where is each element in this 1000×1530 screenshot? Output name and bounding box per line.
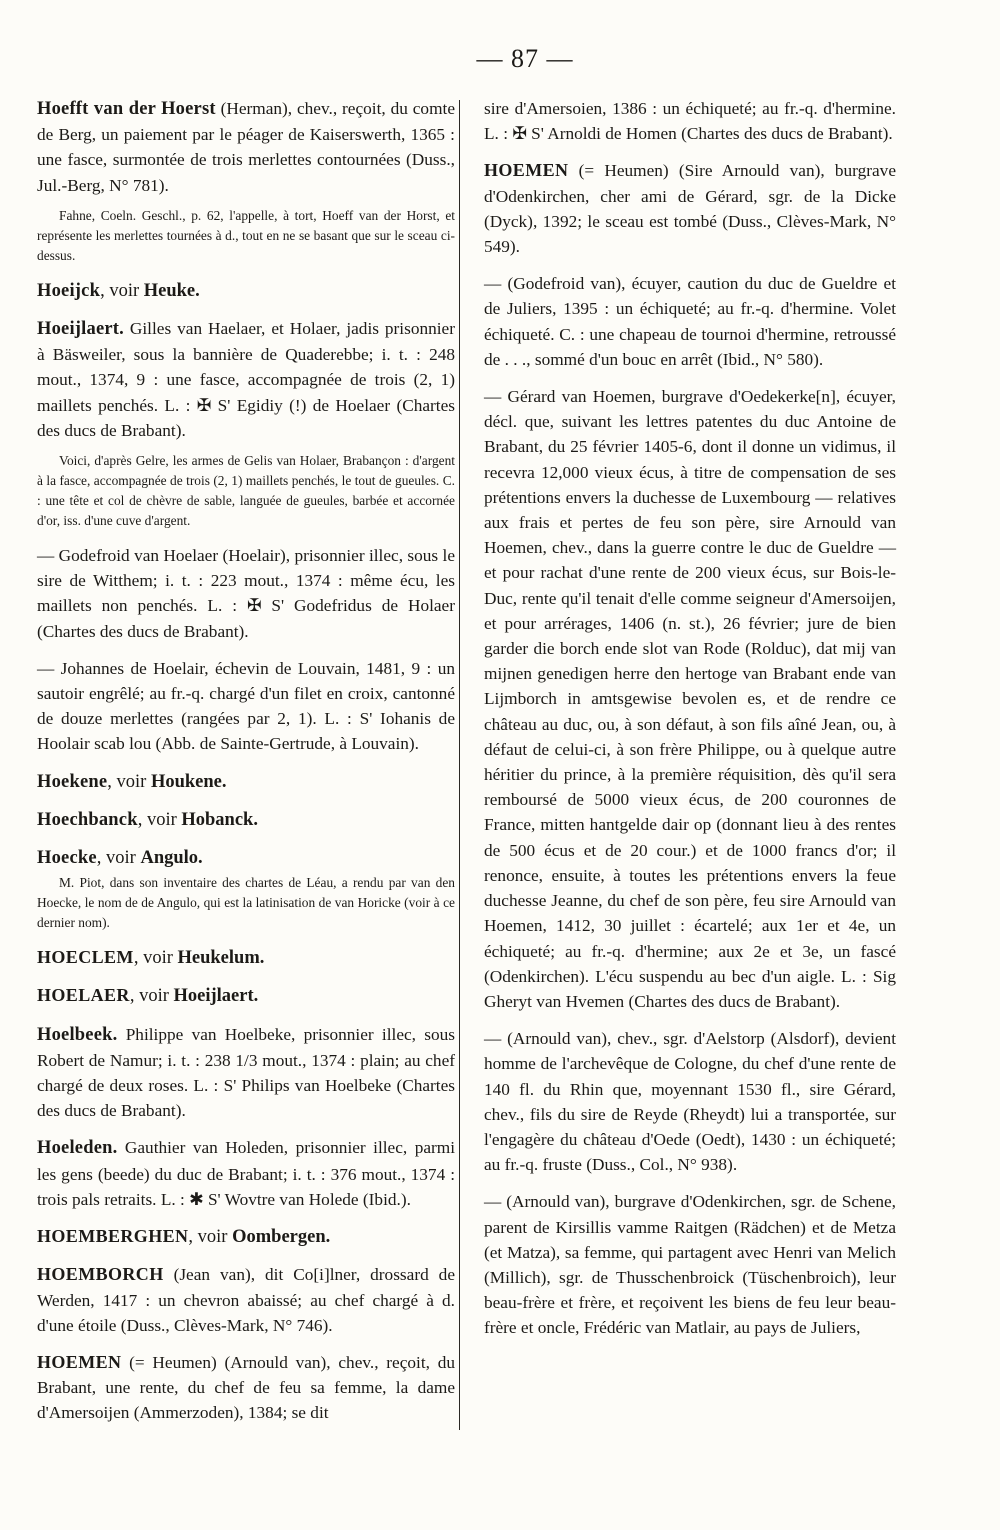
entry-hoemberghen [37, 1224, 455, 1250]
headword: Hoecke [37, 848, 97, 869]
cross-reference: Angulo. [140, 848, 203, 869]
headword: HOECLEM [37, 947, 134, 968]
sub-entry-godefroid: — (Godefroid van), écuyer, caution du duc de Gueldre et de Juliers, 1395 : un échiqueté; au fr.-q. d'hermine. Volet échiqueté. C. : une chapeau de tournoi d'hermine, retroussé de . . ., sommé d'un bouc en arrêt (Ibid., N° 580). [484, 274, 896, 369]
sub-entry-gerard: — Gérard van Hoemen, burgrave d'Oedekerke[n], écuyer, décl. que, suivant les lettres patentes du duc Antoine de Brabant, du 25 février 1405-6, dont il donne un vidimus, il recevra 12,000 vieux écus, à titre de compensation de ses prétentions envers la duchesse de Luxembourg — relatives aux frais et pertes de feu son père, sire Arnould van Hoemen, chev., dans la guerre contre le duc de Gueldre — et pour rachat d'une rente de 200 vieux écus, sur Bois-le-Duc, rente qu'il tenait d'elle comme seigneur d'Amersoijen, et pour arrérages, 1406 (n. st.), 26 février; jure de bien garder die borch ende slot van Rode (Rolduc), dat mij van mijnen genedigen herre den hertoge van Brabant ende van Lijmborch in amtsgewise bevolen es, et de rendre ce château au duc, ou, à son défaut, à son fils aîné Jean, ou, à défaut de celui-ci, à son frère Philippe, ou à quelque autre héritier du prince, à la première réquisition, dès qu'il sera remboursé de 5000 vieux écus, de 200 couronnes de France, mitten hantgelde dair op (donnant lieu à des rentes de 500 écus et de 20 cour.) et de 1000 francs d'or; il renonce, ensuite, à toutes les prétentions envers la feue duchesse Jeanne, du chef de son père, feu sire Arnould van Hoemen, 1412, 30 juillet : écartelé; aux 1er et 4e, un échiqueté; au fr.-q. d'hermine; aux 2e et 3e, un fascé (Odenkirchen). L'écu suspendu au bec d'un aigle. L. : Sig Gheryt van Hvemen (Chartes des ducs de Brabant). [484, 387, 896, 1011]
entry-hoefft [37, 96, 455, 198]
headword: HOEMEN [484, 160, 569, 181]
see-text: , voir [96, 848, 141, 869]
headword: Hoechbanck [37, 809, 138, 830]
sub-entry-johannes: — Johannes de Hoelair, échevin de Louvain, 1481, 9 : un sautoir engrêlé; au fr.-q. chargé d'un filet en croix, cantonné de douze merlettes (rangées par 2, 1). L. : S' Iohanis de Hoolair scab lou (Abb. de Sainte-Gertrude, à Louvain). [37, 658, 455, 754]
entry-hoemen-2 [484, 158, 896, 259]
headword: Hoeijck [37, 280, 101, 301]
cross-reference: Hoeijlaert. [173, 986, 259, 1007]
see-text: , voir [129, 986, 174, 1007]
footnote: Voici, d'après Gelre, les armes de Gelis van Holaer, Brabançon : d'argent à la fasce, accompagnée de trois (2, 1) maillets penchés, le tout de gueules. C. : une tête et col de chèvre de sable, languée de gueules, barbée et accornée d'or, iss. d'une cuve d'argent. [37, 453, 455, 529]
entry-text: (Herman), chev., reçoit, du comte de Berg, un paiement par le péager de Kaiserswerth, 1365 : une fasce, surmontée de trois merlettes contournées (Duss., Jul.-Berg, N° 781). [37, 99, 455, 195]
headword: HOEMBORCH [37, 1264, 164, 1285]
headword: Hoefft van der Hoerst [37, 99, 216, 119]
entry-hoeleden [37, 1135, 455, 1212]
sub-entry-arnould: — (Arnould van), chev., sgr. d'Aelstorp (Alsdorf), devient homme de l'archevêque de Cologne, du chef d'une rente de 140 fl. du Rhin que, moyennant 1530 fl., sire Gérard, chev., fils du sire de Reyde (Rheydt) lui a transportée, sur l'engagère du château d'Oede (Oedt), 1430 : un échiqueté; au fr.-q. fruste (Duss., Col., N° 938). [484, 1029, 896, 1175]
headword: HOEMBERGHEN [37, 1226, 189, 1247]
left-column [37, 96, 455, 1438]
entry-hoeijlaert [37, 316, 455, 443]
cross-reference: Heuke. [143, 280, 200, 301]
entry-text: Gauthier van Holeden, prisonnier illec, parmi les gens (beede) du duc de Brabant; i. t. : 376 mout., 1374 : trois pals retraits. L. : ✱ S' Wovtre van Holede (Ibid.). [37, 1138, 455, 1209]
entry-hoeijck [37, 278, 455, 304]
footnote: M. Piot, dans son inventaire des chartes de Léau, a rendu par van den Hoecke, le nom de de Angulo, qui est la latinisation de van Horicke (voir à ce dernier nom). [37, 875, 455, 931]
cross-reference: Hobanck. [181, 809, 258, 830]
headword: Hoelbeek. [37, 1024, 118, 1045]
see-text: , voir [133, 948, 178, 969]
headword: Hoeijlaert. [37, 319, 124, 340]
see-text: , voir [188, 1227, 233, 1248]
entry-text: Gilles van Haelaer, et Holaer, jadis prisonnier à Bäsweiler, sous la bannière de Quaderebbe; i. t. : 248 mout., 1374, 9 : une fasce, accompagnée de trois (2, 1) maillets penchés. L. : ✠ S' Egidiy (!) de Hoelaer (Chartes des ducs de Brabant). [37, 319, 455, 440]
entry-hoechbanck [37, 807, 455, 833]
headword: HOELAER [37, 985, 130, 1006]
page-number: — 87 — [476, 44, 574, 73]
entry-hoemen [37, 1350, 455, 1426]
entry-text: Philippe van Hoelbeke, prisonnier illec, sous Robert de Namur; i. t. : 238 1/3 mout., 1374 : plain; au chef chargé de deux roses. L. : S' Philips van Hoelbeke (Chartes des ducs de Brabant). [37, 1024, 455, 1121]
entry-text: (= Heumen) (Sire Arnould van), burgrave d'Odenkirchen, cher ami de Gérard, sgr. de la Dicke (Dyck), 1392; le sceau est tombé (Duss., Clèves-Mark, N° 549). [484, 161, 896, 257]
entry-hoemborch [37, 1262, 455, 1338]
sub-entry-arnould-burgrave: — (Arnould van), burgrave d'Odenkirchen, sgr. de Schene, parent de Kirsillis vamme Raitgen (Rädchen) et de Metza (et Matza), sa femme, qui partagent avec Henri van Melich (Millich), sgr. de Thusschenbroick (Tüschenbroich), leur beau-frère et frère, et reçoivent les biens de feu leur beau-frère et oncle, Frédéric van Matlair, au pays de Juliers, [484, 1192, 896, 1338]
entry-hoelaer [37, 983, 455, 1009]
footnote: Fahne, Coeln. Geschl., p. 62, l'appelle, à tort, Hoeff van der Horst, et représente les merlettes tournées à d., tout en ne se basant que sur le sceau ci-dessus. [37, 207, 455, 263]
see-text: , voir [107, 771, 151, 792]
column-divider [459, 100, 460, 1430]
sub-entry-godefroid: — Godefroid van Hoelaer (Hoelair), prisonnier illec, sous le sire de Witthem; i. t. : 223 mout., 1374 : même écu, les maillets non penchés. L. : ✠ S' Godefridus de Holaer (Chartes des ducs de Brabant). [37, 546, 455, 641]
headword: HOEMEN [37, 1351, 122, 1372]
headword: Hoekene [37, 771, 108, 792]
entry-text: (= Heumen) (Arnould van), chev., reçoit, du Brabant, une rente, du chef de feu sa femme, la dame d'Amersoijen (Ammerzoden), 1384; se dit [37, 1352, 455, 1423]
see-text: , voir [137, 809, 182, 830]
entry-hoekene [37, 769, 455, 795]
entry-continuation: sire d'Amersoien, 1386 : un échiqueté; au fr.-q. d'hermine. L. : ✠ S' Arnoldi de Homen (Chartes des ducs de Brabant). [484, 99, 896, 144]
cross-reference: Heukelum. [177, 948, 265, 969]
entry-text: (Jean van), dit Co[i]lner, drossard de Werden, 1417 : un chevron abaissé; au chef chargé à d. d'une étoile (Duss., Clèves-Mark, N° 746). [37, 1265, 455, 1335]
cross-reference: Oombergen. [232, 1227, 331, 1248]
cross-reference: Houkene. [150, 771, 227, 792]
see-text: , voir [100, 280, 144, 301]
right-column [484, 96, 896, 1353]
entry-hoelbeek [37, 1022, 455, 1124]
headword: Hoeleden. [37, 1138, 118, 1159]
entry-hoecke [37, 845, 455, 871]
entry-hoeclem [37, 945, 455, 971]
